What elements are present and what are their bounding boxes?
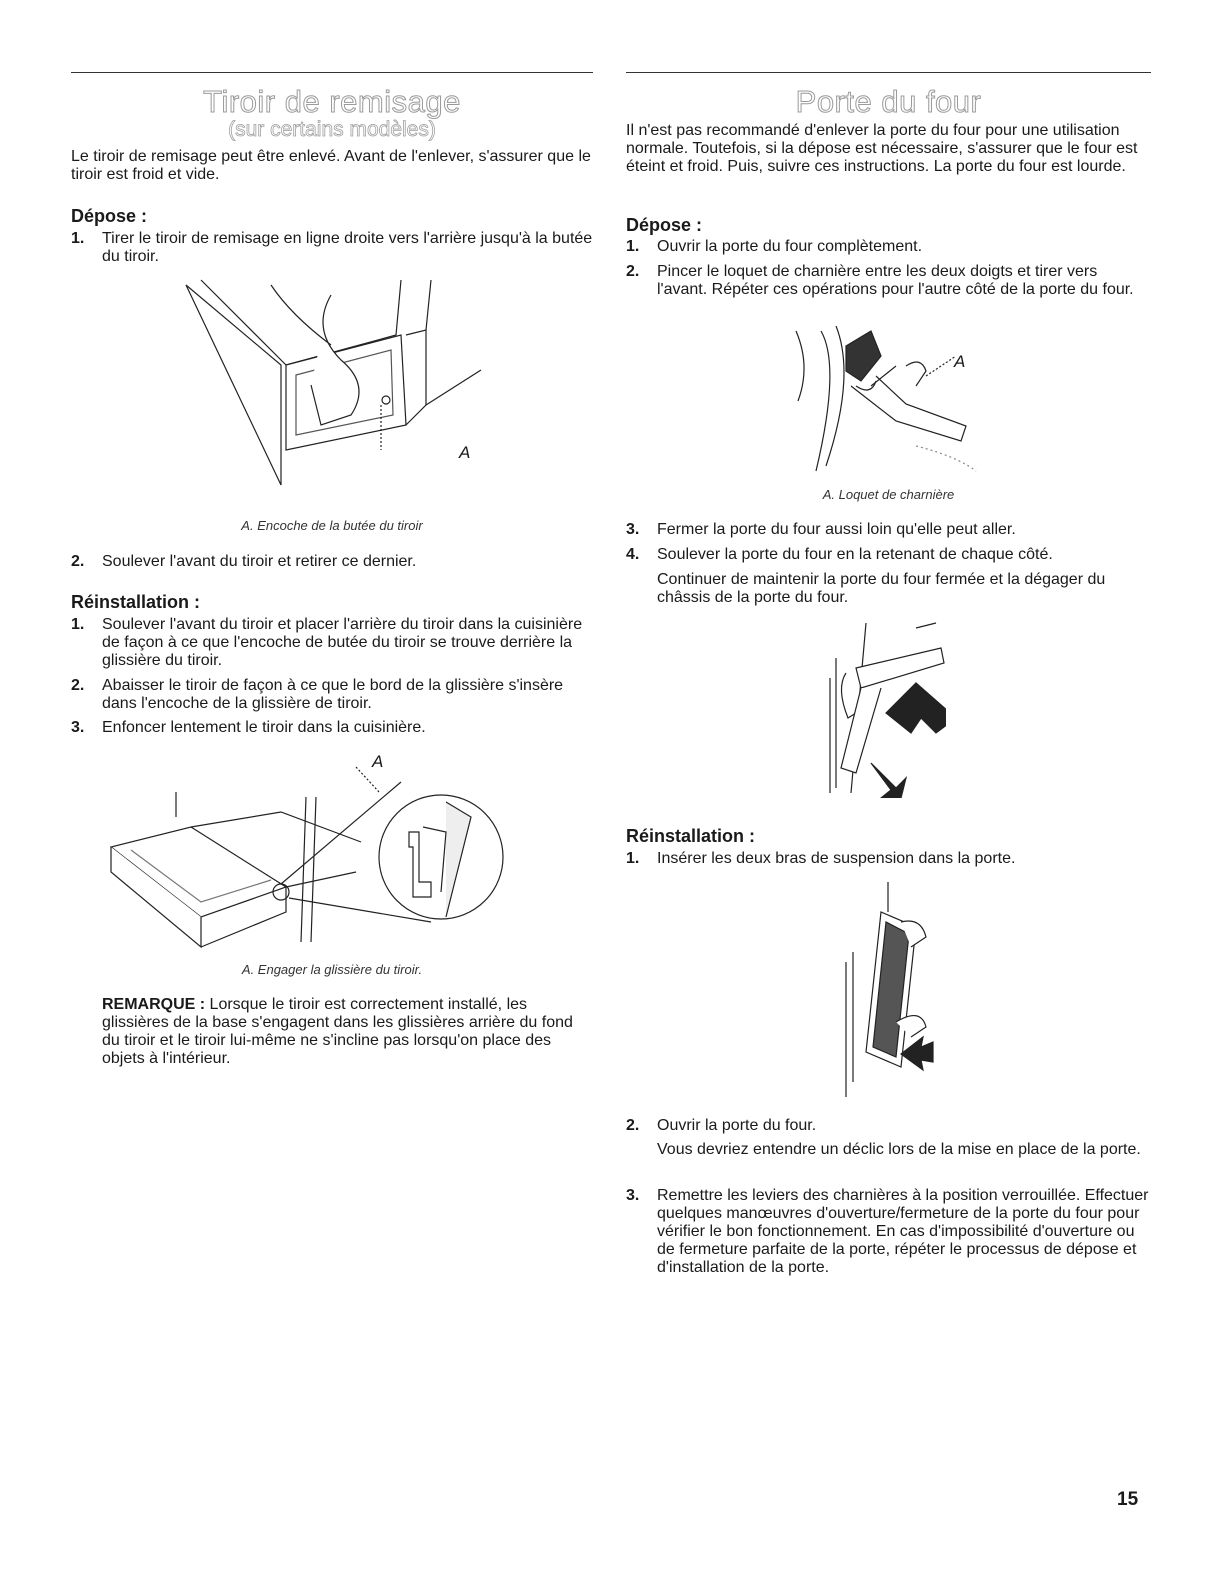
list-item (71, 719, 593, 737)
section-rule (71, 72, 593, 73)
step-continuation: Continuer de maintenir la porte du four fermée et la dégager du châssis de la porte du four. (657, 571, 1106, 606)
step-number: 1. (626, 850, 640, 867)
step-number: 1. (71, 230, 85, 247)
step-number: 2. (626, 1117, 640, 1134)
step-number: 2. (71, 553, 85, 570)
reinstall-heading: Réinstallation : (626, 826, 756, 846)
page-number: 15 (1117, 1489, 1139, 1510)
step-text: Ouvrir la porte du four complètement. (657, 238, 923, 255)
figure-label-a: A (372, 752, 384, 771)
list-item (626, 263, 1151, 299)
step-text: Soulever l'avant du tiroir et placer l'arrière du tiroir dans la cuisinière de façon à ce que l'encoche de butée du tiroir se trouve derrière la glissière du tiroir. (102, 616, 583, 669)
step-number: 1. (71, 616, 85, 633)
door-lift-illustration (826, 618, 946, 798)
list-item (626, 1117, 1151, 1135)
list-item (626, 238, 1151, 256)
step-text: Soulever la porte du four en la retenant de chaque côté. (657, 546, 1053, 563)
step-number: 3. (626, 1187, 640, 1204)
figure-label-a: A (459, 443, 471, 462)
figure-caption: A. Loquet de charnière (822, 487, 955, 502)
step-continuation: Vous devriez entendre un déclic lors de la mise en place de la porte. (657, 1141, 1141, 1158)
list-item (626, 850, 1151, 868)
step-text: Ouvrir la porte du four. (657, 1117, 817, 1134)
section-subtitle: (sur certains modèles) (228, 118, 436, 141)
step-text: Tirer le tiroir de remisage en ligne droite vers l'arrière jusqu'à la butée du tiroir. (102, 230, 593, 265)
step-text: Enfoncer lentement le tiroir dans la cuisinière. (102, 719, 426, 736)
figure-label-a: A (954, 352, 966, 371)
step-number: 1. (626, 238, 640, 255)
step-number: 4. (626, 546, 640, 563)
step-text: Abaisser le tiroir de façon à ce que le bord de la glissière s'insère dans l'encoche de la glissière de tiroir. (102, 677, 564, 712)
drawer-glide-illustration (101, 752, 521, 962)
list-item (71, 230, 593, 266)
list-item (626, 521, 1151, 539)
step-text: Insérer les deux bras de suspension dans la porte. (657, 850, 1016, 867)
step-text: Fermer la porte du four aussi loin qu'elle peut aller. (657, 521, 1016, 538)
list-item (71, 553, 593, 571)
note-paragraph (102, 996, 593, 1068)
reinstall-heading: Réinstallation : (71, 592, 201, 612)
step-number: 2. (71, 677, 85, 694)
section-title: Tiroir de remisage (203, 84, 461, 119)
list-item (71, 677, 593, 713)
step-number: 2. (626, 263, 640, 280)
list-item (626, 546, 1151, 564)
note-text: Lorsque le tiroir est correctement installé, les glissières de la base s'engagent dans les glissières arrière du fond du tiroir et le tiroir lui-même ne s'incline pas lorsqu'on place des objets à l'intérieur. (102, 996, 573, 1067)
drawer-pull-illustration (181, 275, 501, 500)
depose-heading: Dépose : (626, 215, 703, 235)
step-text: Pincer le loquet de charnière entre les deux doigts et tirer vers l'avant. Répéter ces opérations pour l'autre côté de la porte du four. (657, 263, 1134, 298)
depose-heading: Dépose : (71, 206, 148, 226)
section-rule (626, 72, 1151, 73)
hanger-arms-illustration (841, 882, 941, 1102)
intro-paragraph: Il n'est pas recommandé d'enlever la porte du four pour une utilisation normale. Toutefois, si la dépose est nécessaire, s'assurer que le four est éteint et froid. Puis, suivre ces instructions. La porte du four est lourde. (626, 122, 1138, 175)
figure-caption: A. Encoche de la butée du tiroir (241, 518, 423, 533)
list-item (71, 616, 593, 670)
note-label: REMARQUE : (102, 996, 206, 1013)
step-text: Remettre les leviers des charnières à la position verrouillée. Effectuer quelques manœuvres d'ouverture/fermeture de la porte du four pour vérifier le bon fonctionnement. En cas d'impossibilité d'ouverture ou de fermeture parfaite de la porte, répéter le processus de dépose et d'installation de la porte. (657, 1187, 1149, 1276)
section-title: Porte du four (795, 84, 982, 119)
hinge-latch-illustration (776, 326, 996, 476)
step-number: 3. (71, 719, 85, 736)
figure-caption: A. Engager la glissière du tiroir. (241, 962, 423, 977)
step-text: Soulever l'avant du tiroir et retirer ce dernier. (102, 553, 417, 570)
step-number: 3. (626, 521, 640, 538)
list-item (626, 1187, 1151, 1277)
intro-paragraph: Le tiroir de remisage peut être enlevé. Avant de l'enlever, s'assurer que le tiroir est froid et vide. (71, 148, 591, 183)
